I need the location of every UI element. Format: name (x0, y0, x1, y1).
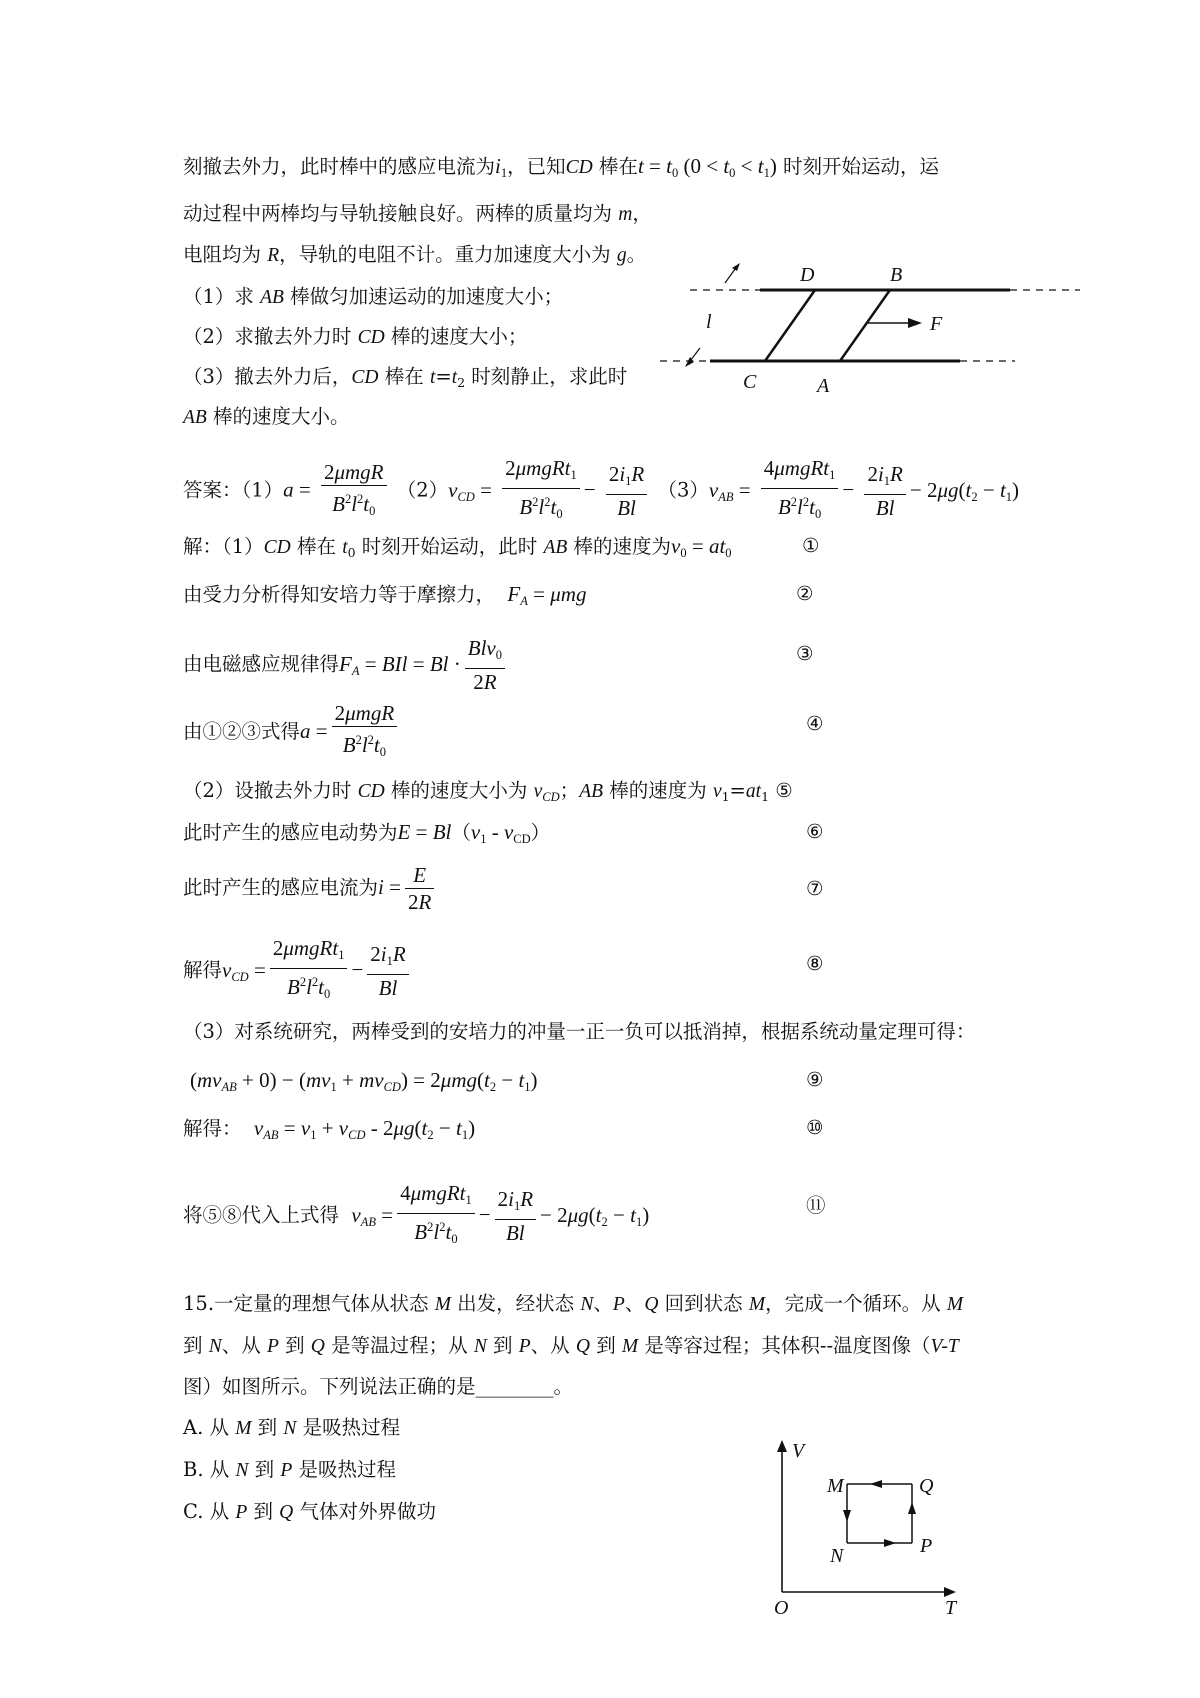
text: 、从 (221, 1334, 261, 1357)
label-l: l (706, 311, 712, 333)
equation-number: ③ (796, 642, 814, 665)
text: （2）设撤去外力时 (183, 779, 352, 802)
equation-number: ⑦ (806, 877, 824, 900)
text: 由受力分析得知安培力等于摩擦力， (183, 583, 496, 606)
arrow-mn (843, 1510, 851, 1522)
label-f: F (930, 313, 943, 335)
solution-step-2: 由受力分析得知安培力等于摩擦力， $F_A = \mu mg$ (183, 582, 587, 608)
question-1: （1）求 AB 棒做匀加速运动的加速度大小； (183, 285, 564, 308)
text: 将⑤⑧代入上式得 (183, 1203, 340, 1227)
text: 此时产生的感应电流为 (183, 876, 379, 899)
text: 到 (285, 1334, 305, 1357)
text: （2）求撤去外力时 (183, 325, 352, 348)
q15-line-2: 到 N、从 P 到 Q 是等温过程；从 N 到 P、从 Q 到 M 是等容过程；其体积--温度图像（V-T (183, 1334, 959, 1357)
t-axis-arrowhead (944, 1587, 956, 1597)
text: 由电磁感应规律得 (183, 652, 340, 676)
text: 到 (183, 1334, 203, 1357)
text: 电阻均为 (183, 243, 262, 266)
option-c: C. 从 P 到 Q 气体对外界做功 (183, 1500, 436, 1523)
option-a: A. 从 M 到 N 是吸热过程 (183, 1416, 401, 1439)
solution-step-9-eq: $(mv_{AB} + 0) - (mv_1 + mv_{CD}) = 2\mu mg(t_2 - t_1)$ (190, 1068, 538, 1094)
text: （1）求 (183, 285, 254, 308)
text: 时刻静止，求此时 (471, 365, 628, 388)
solution-step-8: 解得$v_{CD}$ = 2μmgRt$_1$ $B^2l^2t_0$ − $\frac{2i_1R}{Bl}$ (183, 935, 413, 1007)
text: 到 (493, 1334, 513, 1357)
equation-number: ① (802, 534, 820, 557)
label-a: A (817, 375, 830, 397)
text: （3） (657, 478, 709, 502)
text: 出发，经状态 (457, 1292, 575, 1315)
equation-number: ⑤ (775, 779, 793, 802)
arrow-qm (870, 1480, 882, 1488)
solution-step-4: 由①②③式得a = 2μmgR $B^2l^2t_0$ (183, 700, 401, 765)
equation-number: ② (796, 582, 814, 605)
text: 答案：（1） (183, 478, 284, 502)
question-3: （3）撤去外力后，CD 棒在 $t=t_2$ 时刻静止，求此时 (183, 365, 628, 390)
problem-line-1: 刻撤去外力，此时棒中的感应电流为$i_1$，已知CD 棒在$t = t_0$ $(0 < t_0 < t_1)$ 时刻开始运动，运 (183, 154, 940, 180)
text: 棒的速度为 (573, 535, 672, 558)
equation-number: ⑥ (806, 820, 824, 843)
solution-step-11: 将⑤⑧代入上式得 $v_{AB}$ = 4μmgRt$_1$ $B^2l^2t_0$ − $\frac{2i_1R}{Bl}$ − $2\mu g(t_2 - t_1)$ (183, 1181, 650, 1246)
text: C. 从 (183, 1500, 230, 1523)
solution-step-3: 由电磁感应规律得$F_A$ = BIl = Bl · Blv$_0$ 2R (183, 635, 509, 695)
text: 是吸热过程 (298, 1458, 397, 1481)
label-p: P (920, 1535, 933, 1557)
text: （3）撤去外力后， (183, 365, 352, 388)
text: 是等温过程；从 (331, 1334, 468, 1357)
problem-line-2: 动过程中两棒均与导轨接触良好。两棒的质量均为 m， (183, 202, 652, 225)
text: 解：（1） (183, 535, 264, 558)
text: 刻撤去外力，此时棒中的感应电流为 (183, 155, 496, 178)
force-arrowhead (908, 318, 922, 328)
text: B. 从 (183, 1458, 230, 1481)
solution-step-5: （2）设撤去外力时 CD 棒的速度大小为 $v_{CD}$；AB 棒的速度为 $v_1=at_1$ ⑤ (183, 779, 793, 804)
text: 回到状态 (664, 1292, 743, 1315)
rod-ab (840, 290, 890, 361)
v-axis-arrowhead (777, 1440, 787, 1452)
arrow-np (884, 1539, 896, 1547)
label-b: B (890, 264, 903, 286)
solution-step-1: 解：（1）CD 棒在 $t_0$ 时刻开始运动，此时 AB 棒的速度为$v_0 = at_0$ (183, 534, 732, 560)
rod-cd (765, 290, 815, 361)
text: 棒在 (384, 365, 424, 388)
solution-step-6: 此时产生的感应电动势为$E = Bl(v_1 - v_{CD})$ (183, 820, 551, 846)
label-c: C (743, 371, 757, 393)
option-b: B. 从 N 到 P 是吸热过程 (183, 1458, 397, 1481)
label-v: V (792, 1440, 805, 1462)
text: 解得： (183, 1117, 242, 1140)
solution-step-9-text: （3）对系统研究，两棒受到的安培力的冲量一正一负可以抵消掉，根据系统动量定理可得： (183, 1020, 976, 1043)
solution-step-7: 此时产生的感应电流为i = $\frac{E}{2R}$ (183, 862, 438, 915)
text: 到 (254, 1458, 275, 1481)
text: 动过程中两棒均与导轨接触良好。两棒的质量均为 (183, 202, 613, 225)
text: 到 (596, 1334, 616, 1357)
question-2: （2）求撤去外力时 CD 棒的速度大小； (183, 325, 528, 348)
text: 棒的速度大小为 (390, 779, 528, 802)
solution-step-10: 解得： $v_{AB} = v_1 + v_{CD} - 2\mu g(t_2 - t_1)$ (183, 1116, 476, 1142)
text: 导轨的电阻不计。重力加速度大小为 (298, 243, 611, 266)
text: 15.一定量的理想气体从状态 (183, 1292, 429, 1315)
equation-number: ⑨ (806, 1068, 824, 1091)
text: 、从 (530, 1334, 570, 1357)
label-d: D (800, 264, 815, 286)
equation-number: ⑩ (806, 1116, 824, 1139)
text: （2） (396, 478, 449, 502)
text: 解得 (183, 958, 223, 982)
text: ，已知 (507, 155, 566, 178)
text: 到 (253, 1500, 273, 1523)
text: 棒在 (598, 155, 638, 178)
text: 到 (257, 1416, 278, 1439)
text: 是吸热过程 (302, 1416, 401, 1439)
question-3-cont: AB 棒的速度大小。 (183, 405, 350, 428)
equation-number: ⑧ (806, 952, 824, 975)
equation-number: ④ (806, 712, 824, 735)
text: 棒的速度为 (609, 779, 707, 802)
text: 棒的速度大小； (390, 325, 528, 348)
text: 此时产生的感应电动势为 (183, 821, 398, 844)
text: A. 从 (183, 1416, 229, 1439)
text: 是等容过程；其体积--温度图像（ (644, 1334, 931, 1357)
problem-line-3: 电阻均为 R，导轨的电阻不计。重力加速度大小为 g。 (183, 243, 647, 266)
text: 气体对外界做功 (299, 1500, 436, 1523)
text: 时刻开始运动，此时 (361, 535, 538, 558)
vt-diagram (770, 1440, 970, 1619)
text: 时刻开始运动，运 (783, 155, 940, 178)
label-m: M (827, 1475, 844, 1497)
text: ，完成一个循环。从 (765, 1292, 941, 1315)
arrow-pq (908, 1502, 916, 1514)
label-n: N (830, 1545, 844, 1567)
rails-figure (690, 264, 1090, 398)
text: 由①②③式得 (183, 720, 301, 743)
text: ； (559, 779, 580, 802)
q15-line-1: 15.一定量的理想气体从状态 M 出发，经状态 N、P、Q 回到状态 M，完成一个循环。从 M (183, 1292, 964, 1315)
equation-number: ⑪ (806, 1194, 826, 1217)
label-t: T (945, 1597, 957, 1619)
label-o: O (774, 1597, 789, 1619)
q15-line-3: 图）如图所示。下列说法正确的是________。 (183, 1375, 574, 1398)
text: 棒做匀加速运动的加速度大小； (290, 285, 564, 308)
answer-line: 答案：（1）a = 2μmgR $B^2l^2t_0$ $(2)v_{CD}$ = 2μmgRt$_1$ $B^2l^2t_0$ − $\frac{2i_1R}{Bl}$ $(3)v_{AB}$ = 4μmgRt$_1$ $B^2l^2t_0$ − $\frac{2i_1R}{Bl}$ − $2\mu g(t_2 - t_1)$ (183, 456, 1020, 521)
label-q: Q (919, 1475, 934, 1497)
text: 棒的速度大小。 (213, 405, 350, 428)
text: 棒在 (296, 535, 336, 558)
